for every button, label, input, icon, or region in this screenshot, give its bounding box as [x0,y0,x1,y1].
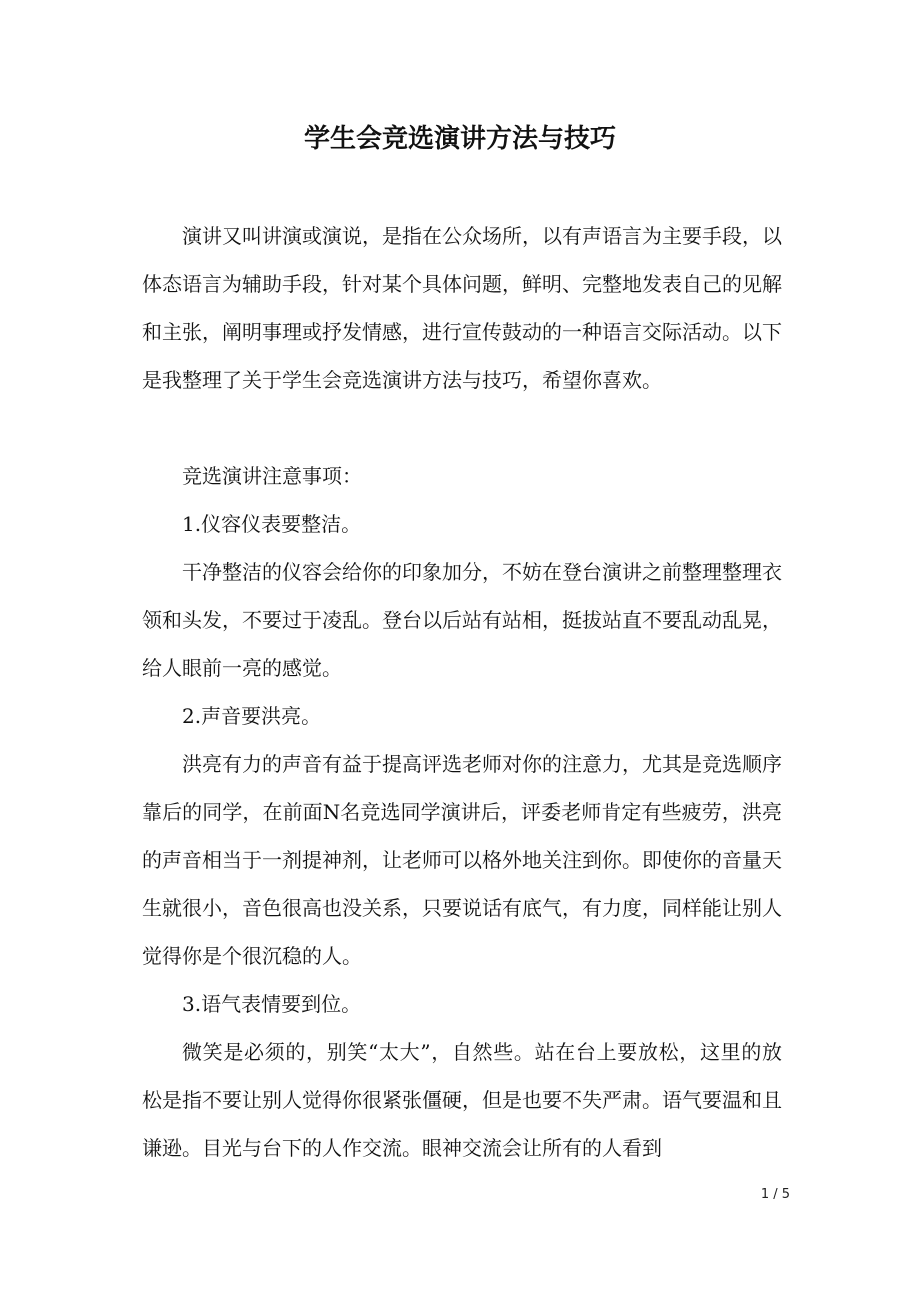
intro-block [142,212,782,404]
item-2-body: 洪亮有力的声音有益于提高评选老师对你的注意力，尤其是竞选顺序靠后的同学，在前面N名竞选同学演讲后，评委老师肯定有些疲劳，洪亮的声音相当于一剂提神剂，让老师可以格外地关注到你。即使你的音量天生就很小，音色很高也没关系，只要说话有底气，有力度，同样能让别人觉得你是个很沉稳的人。 [142,752,782,968]
page-number: 1 / 5 [760,1187,790,1202]
item-1-heading: 1.仪容仪表要整洁。 [182,512,362,536]
item-1-body: 干净整洁的仪容会给你的印象加分，不妨在登台演讲之前整理整理衣领和头发，不要过于凌乱。登台以后站有站相，挺拔站直不要乱动乱晃，给人眼前一亮的感觉。 [142,560,782,680]
document-title: 学生会竞选演讲方法与技巧 [303,124,616,154]
intro-paragraph: 演讲又叫讲演或演说，是指在公众场所，以有声语言为主要手段，以体态语言为辅助手段，针对某个具体问题，鲜明、完整地发表自己的见解和主张，阐明事理或抒发情感，进行宣传鼓动的一种语言交际活动。以下是我整理了关于学生会竞选演讲方法与技巧，希望你喜欢。 [142,224,782,392]
tips-block [142,452,782,1172]
section-heading: 竞选演讲注意事项： [182,464,362,488]
item-2-heading: 2.声音要洪亮。 [182,704,322,728]
item-3-body: 微笑是必须的，别笑“太大”，自然些。站在台上要放松，这里的放松是指不要让别人觉得你很紧张僵硬，但是也要不失严肃。语气要温和且谦逊。目光与台下的人作交流。眼神交流会让所有的人看到 [142,1040,782,1160]
item-3-heading: 3.语气表情要到位。 [182,992,362,1016]
